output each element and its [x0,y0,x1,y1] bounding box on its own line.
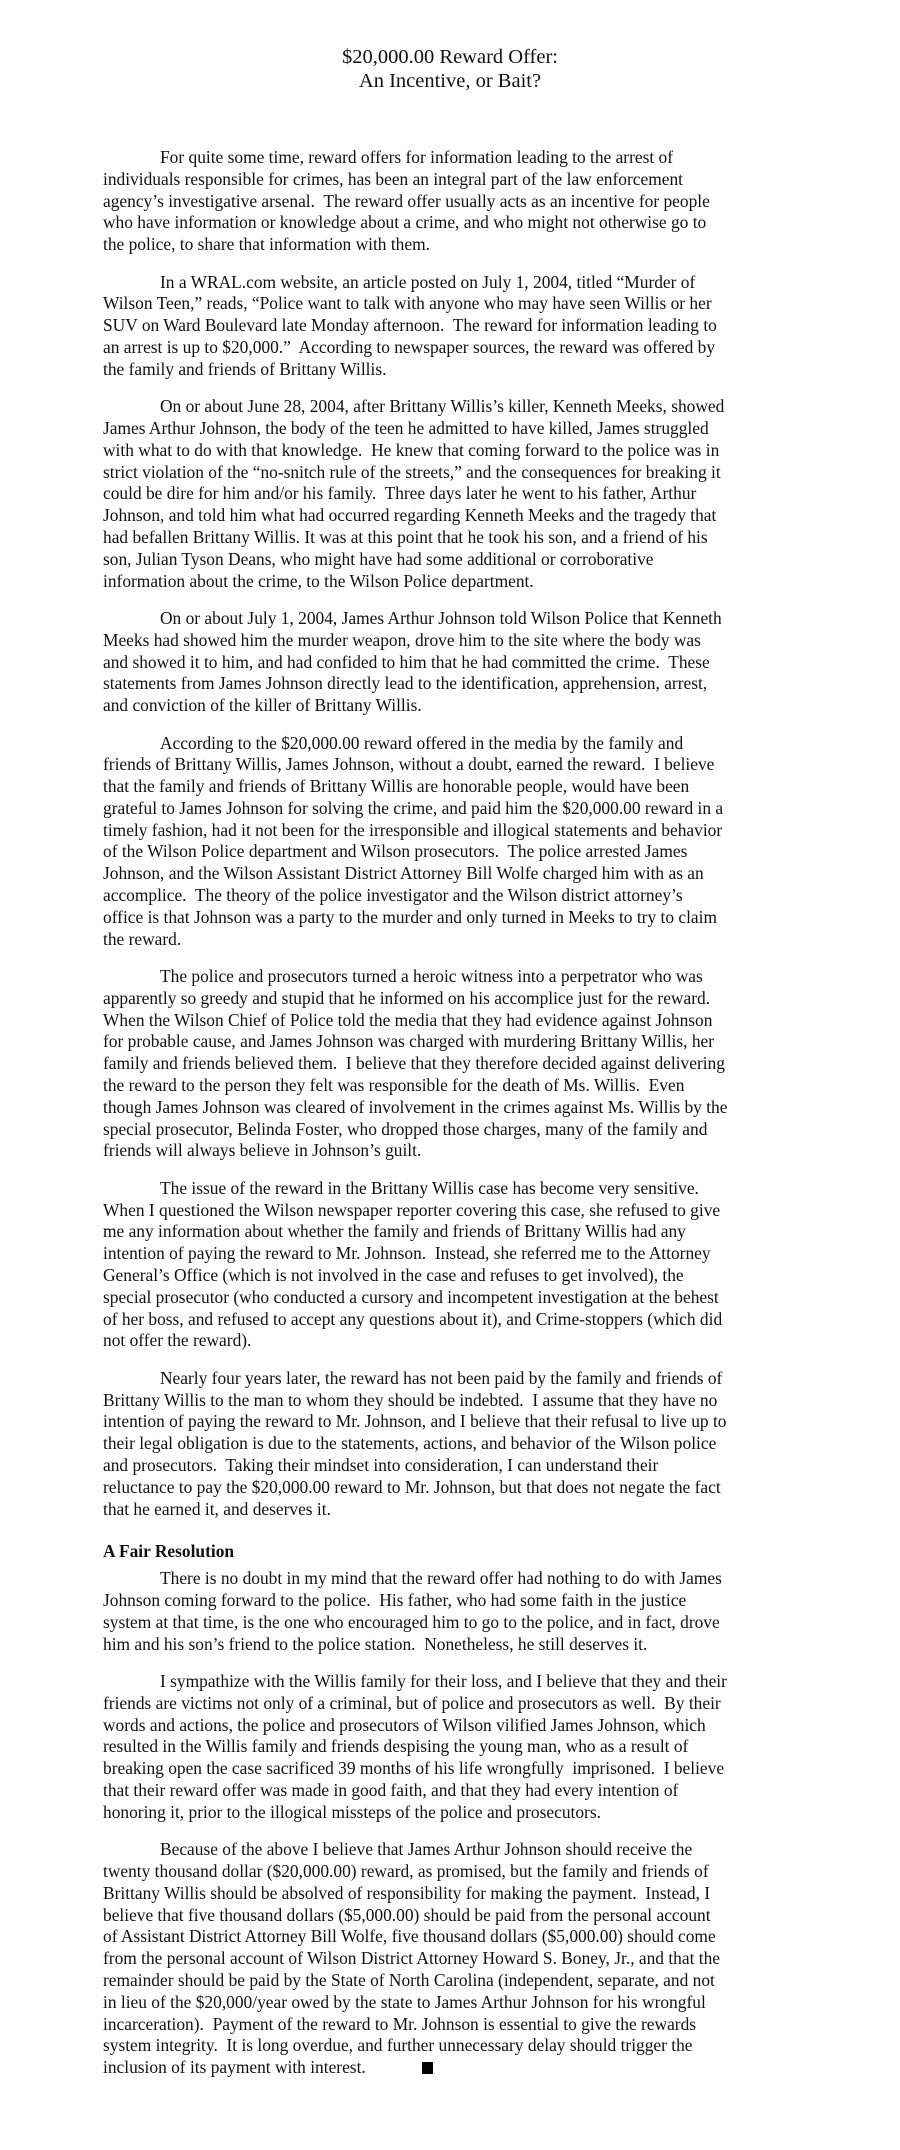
paragraph-line: of the Wilson Police department and Wilson prosecutors. The police arrested James [103,841,688,862]
paragraph-line: the police, to share that information with them. [103,234,430,255]
paragraph-line: information about the crime, to the Wilson Police department. [103,570,534,591]
paragraph-line: Wilson Teen,” reads, “Police want to talk with anyone who may have seen Willis or her [103,293,712,314]
paragraph-line: believe that five thousand dollars ($5,000.00) should be paid from the personal account [103,1904,711,1925]
title-line-1: $20,000.00 Reward Offer: [342,46,558,68]
paragraph-line: from the personal account of Wilson District Attorney Howard S. Boney, Jr., and that the [103,1948,721,1969]
paragraph-line: resulted in the Willis family and friends despising the young man, who as a result of [103,1736,689,1757]
paragraph-line: General’s Office (which is not involved in the case and refuses to get involved), the [103,1265,684,1286]
paragraph [103,1368,803,1521]
paragraph-line: Johnson coming forward to the police. His father, who had some faith in the justice [103,1589,687,1610]
paragraph [103,1568,803,1655]
paragraph-line: reluctance to pay the $20,000.00 reward to Mr. Johnson, but that does not negate the fact [103,1476,721,1497]
paragraph-line: Meeks had showed him the murder weapon, drove him to the site where the body was [103,629,701,650]
document-body [103,147,803,2094]
paragraph-line: friends of Brittany Willis, James Johnson, without a doubt, earned the reward. I believe [103,754,715,775]
paragraph-line: Brittany Willis to the man to whom they should be indebted. I assume that they have no [103,1389,718,1410]
paragraph-line: inclusion of its payment with interest. [103,2057,803,2079]
paragraph-line: breaking open the case sacrificed 39 months of his life wrongfully imprisoned. I believe [103,1758,725,1779]
paragraph-line: system at that time, is the one who encouraged him to go to the police, and in fact, drove [103,1611,720,1632]
paragraph [103,147,803,256]
paragraph-line: in lieu of the $20,000/year owed by the state to James Arthur Johnson for his wrongful [103,1991,706,2012]
paragraph-line: could be dire for him and/or his family. Three days later he went to his father, Arthur [103,483,697,504]
paragraph-line: timely fashion, had it not been for the irresponsible and illogical statements and behavior [103,819,723,840]
section-heading: A Fair Resolution [103,1541,235,1562]
paragraph-line: that their reward offer was made in good faith, and that they had every intention of [103,1779,679,1800]
paragraph [103,608,803,717]
paragraph-line: There is no doubt in my mind that the reward offer had nothing to do with James [160,1568,722,1589]
paragraph-line: statements from James Johnson directly lead to the identification, apprehension, arrest, [103,673,708,694]
paragraph-line: strict violation of the “no-snitch rule of the streets,” and the consequences for breaking it [103,461,721,482]
paragraph-line: who have information or knowledge about a crime, and who might not otherwise go to [103,212,707,233]
paragraph-line: the reward. [103,928,182,949]
paragraph-line: Johnson, and the Wilson Assistant District Attorney Bill Wolfe charged him with as an [103,863,704,884]
paragraph-line: In a WRAL.com website, an article posted on July 1, 2004, titled “Murder of [160,271,696,292]
paragraph [103,1178,803,1352]
paragraph-line: their legal obligation is due to the statements, actions, and behavior of the Wilson police [103,1433,717,1454]
paragraph-line: accomplice. The theory of the police investigator and the Wilson district attorney’s [103,885,683,906]
paragraph-line: On or about June 28, 2004, after Brittany Willis’s killer, Kenneth Meeks, showed [160,396,725,417]
paragraph-line: words and actions, the police and prosecutors of Wilson vilified James Johnson, which [103,1714,706,1735]
paragraph-line: family and friends believed them. I believe that they therefore decided against delivering [103,1053,725,1074]
paragraph-line: James Arthur Johnson, the body of the teen he admitted to have killed, James struggled [103,417,709,438]
paragraph-line: not offer the reward). [103,1330,252,1351]
paragraph-line: The police and prosecutors turned a heroic witness into a perpetrator who was [160,966,703,987]
title-line-2: An Incentive, or Bait? [358,70,542,92]
paragraph-line: office is that Johnson was a party to the murder and only turned in Meeks to try to claim [103,906,718,927]
paragraph-line: apparently so greedy and stupid that he informed on his accomplice just for the reward. [103,987,711,1008]
paragraph [103,1839,803,2079]
paragraph [103,966,803,1162]
paragraph-line: intention of paying the reward to Mr. Johnson. Instead, she referred me to the Attorney [103,1243,711,1264]
paragraph-line: an arrest is up to $20,000.” According to newspaper sources, the reward was offered by [103,336,716,357]
paragraph-line: intention of paying the reward to Mr. Johnson, and I believe that their refusal to live up to [103,1411,727,1432]
paragraph-line: friends will always believe in Johnson’s guilt. [103,1140,422,1161]
paragraph [103,733,803,951]
paragraph-line: honoring it, prior to the illogical missteps of the police and prosecutors. [103,1801,601,1822]
paragraph-line: individuals responsible for crimes, has been an integral part of the law enforcement [103,168,683,189]
paragraph-line: special prosecutor, Belinda Foster, who dropped those charges, many of the family and [103,1118,708,1139]
paragraph-line: the reward to the person they felt was responsible for the death of Ms. Willis. Even [103,1075,685,1096]
paragraph-line: grateful to James Johnson for solving the crime, and paid him the $20,000.00 reward in a [103,797,724,818]
paragraph-line: When the Wilson Chief of Police told the media that they had evidence against Johnson [103,1009,713,1030]
paragraph-line: system integrity. It is long overdue, and further unnecessary delay should trigger the [103,2035,693,2056]
paragraph-line: friends are victims not only of a criminal, but of police and prosecutors as well. By their [103,1692,721,1713]
paragraph-line: special prosecutor (who conducted a cursory and incompetent investigation at the behest [103,1286,719,1307]
paragraph-line: The issue of the reward in the Brittany Willis case has become very sensitive. [160,1177,699,1198]
paragraph-line: remainder should be paid by the State of North Carolina (independent, separate, and not [103,1969,715,1990]
paragraph-line: had befallen Brittany Willis. It was at this point that he took his son, and a friend of his [103,526,708,547]
paragraph-line: son, Julian Tyson Deans, who might have had some additional or corroborative [103,548,654,569]
paragraph-line: I sympathize with the Willis family for their loss, and I believe that they and their [160,1670,727,1691]
paragraph-line: of her boss, and refused to accept any questions about it), and Crime-stoppers (which did [103,1308,723,1329]
paragraph-line: him and his son’s friend to the police station. Nonetheless, he still deserves it. [103,1633,648,1654]
paragraph-line: with what to do with that knowledge. He knew that coming forward to the police was in [103,439,720,460]
paragraph-line: On or about July 1, 2004, James Arthur Johnson told Wilson Police that Kenneth [160,607,722,628]
paragraph-line: agency’s investigative arsenal. The reward offer usually acts as an incentive for people [103,190,710,211]
paragraph-line: and conviction of the killer of Brittany Willis. [103,695,422,716]
paragraph [103,272,803,381]
paragraph-line: According to the $20,000.00 reward offered in the media by the family and [160,732,684,753]
paragraph [103,1671,803,1824]
paragraph-line: and prosecutors. Taking their mindset into consideration, I can understand their [103,1454,659,1475]
paragraph-line: Johnson, and told him what had occurred regarding Kenneth Meeks and the tragedy that [103,505,717,526]
paragraph-line: Brittany Willis should be absolved of responsibility for making the payment. Instead, I [103,1882,711,1903]
paragraph-line: and showed it to him, and had confided to him that he had committed the crime. These [103,651,710,672]
paragraph-line: Nearly four years later, the reward has not been paid by the family and friends of [160,1367,723,1388]
paragraph-line: of Assistant District Attorney Bill Wolfe, five thousand dollars ($5,000.00) should come [103,1926,716,1947]
paragraph-line: incarceration). Payment of the reward to Mr. Johnson is essential to give the rewards [103,2013,697,2034]
end-of-article-square-icon [422,2062,433,2074]
paragraph-line: for probable cause, and James Johnson was charged with murdering Brittany Willis, her [103,1031,715,1052]
paragraph-line: the family and friends of Brittany Willis. [103,358,387,379]
paragraph-line: that he earned it, and deserves it. [103,1498,331,1519]
paragraph-line: me any information about whether the family and friends of Brittany Willis had any [103,1221,686,1242]
paragraph-line: SUV on Ward Boulevard late Monday afternoon. The reward for information leading to [103,315,717,336]
document-title [0,45,900,93]
paragraph-line: twenty thousand dollar ($20,000.00) reward, as promised, but the family and friends of [103,1860,709,1881]
paragraph-line: though James Johnson was cleared of involvement in the crimes against Ms. Willis by the [103,1096,728,1117]
paragraph [103,396,803,592]
paragraph-line: Because of the above I believe that James Arthur Johnson should receive the [160,1839,693,1860]
paragraph-line: For quite some time, reward offers for information leading to the arrest of [160,147,674,167]
paragraph-line: that the family and friends of Brittany Willis are honorable people, would have been [103,776,690,797]
paragraph-line: When I questioned the Wilson newspaper reporter covering this case, she refused to give [103,1199,721,1220]
